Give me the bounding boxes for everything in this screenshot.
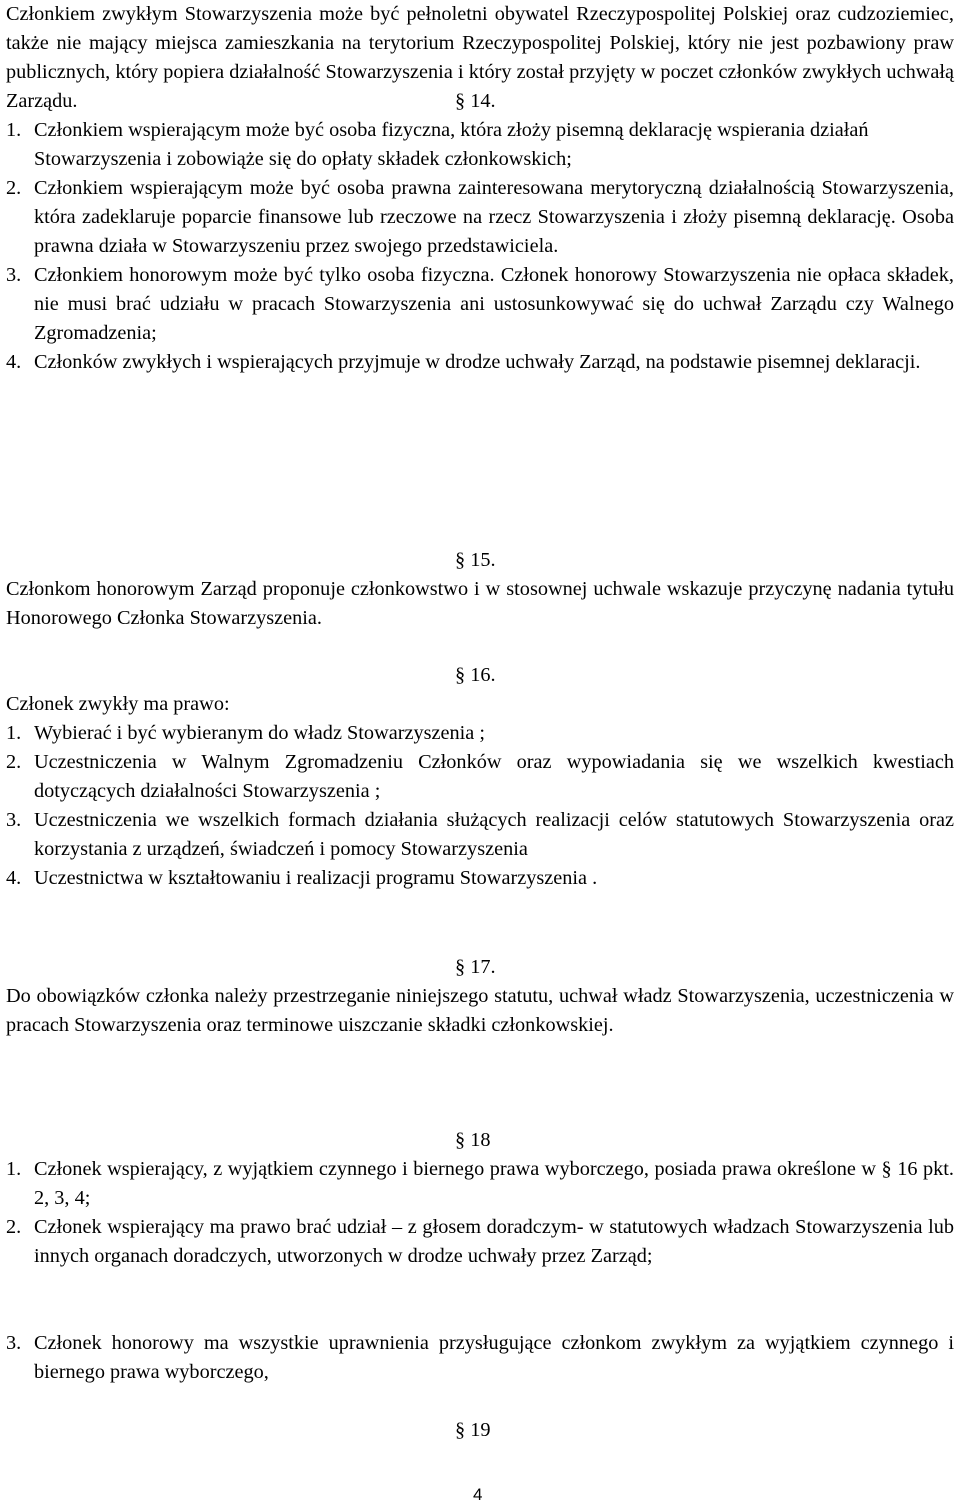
item-number: 2. xyxy=(6,1216,22,1238)
item-text: Uczestniczenia we wszelkich formach działania służących realizacji celów statutowych Stowarzyszenia oraz korzystania z urządzeń, świadczeń i pomocy Stowarzyszenia xyxy=(34,809,954,860)
item-text: Członkiem honorowym może być tylko osoba fizyczna. Członek honorowy Stowarzyszenia nie opłaca składek, nie musi brać udziału w pracach Stowarzyszenia ani ustosunkowywać się do uchwał Zarządu czy Walnego Zgromadzenia; xyxy=(34,264,954,344)
list-item xyxy=(6,1155,954,1213)
section-14-list xyxy=(6,116,954,377)
section-15-heading: § 15. xyxy=(455,549,496,571)
list-item xyxy=(6,806,954,864)
section-14-heading: § 14. xyxy=(455,90,496,112)
section-17-heading: § 17. xyxy=(455,956,496,978)
item-number: 1. xyxy=(6,119,22,141)
item-text: Uczestniczenia w Walnym Zgromadzeniu Członków oraz wypowiadania się we wszelkich kwestiach dotyczących działalności Stowarzyszenia ; xyxy=(34,751,954,802)
section-18-list xyxy=(6,1155,954,1271)
item-text: Członek wspierający, z wyjątkiem czynnego i biernego prawa wyborczego, posiada prawa określone w § 16 pkt. 2, 3, 4; xyxy=(34,1158,954,1209)
item-number: 3. xyxy=(6,1332,22,1354)
list-item xyxy=(6,116,954,174)
section-16-heading: § 16. xyxy=(455,664,496,686)
section-15-paragraph: Członkom honorowym Zarząd proponuje członkowstwo i w stosownej uchwale wskazuje przyczynę nadania tytułu Honorowego Członka Stowarzyszenia. xyxy=(6,578,954,629)
section-19-heading: § 19 xyxy=(455,1419,491,1441)
item-number: 3. xyxy=(6,809,22,831)
item-number: 2. xyxy=(6,177,22,199)
section-18-heading: § 18 xyxy=(455,1129,491,1151)
item-number: 1. xyxy=(6,1158,22,1180)
section-16-list xyxy=(6,719,954,893)
intro-paragraph: Członkiem zwykłym Stowarzyszenia może być pełnoletni obywatel Rzeczypospolitej Polskiej oraz cudzoziemiec, także nie mający miejsca zamieszkania na terytorium Rzeczypospolitej Polskiej, który nie jest pozbawiony praw publicznych, który popiera działalność Stowarzyszenia i który został przyjęty w poczet członków zwykłych uchwałą Zarządu. xyxy=(6,3,954,112)
item-number: 2. xyxy=(6,751,22,773)
list-item xyxy=(6,748,954,806)
item-number: 3. xyxy=(6,264,22,286)
item-number: 4. xyxy=(6,351,22,373)
list-item xyxy=(6,261,954,348)
list-item xyxy=(6,1329,954,1387)
section-17-paragraph: Do obowiązków członka należy przestrzeganie niniejszego statutu, uchwał władz Stowarzyszenia, uczestniczenia w pracach Stowarzyszenia oraz terminowe uiszczanie składki członkowskiej. xyxy=(6,985,954,1036)
item-text: Członek wspierający ma prawo brać udział – z głosem doradczym- w statutowych władzach Stowarzyszenia lub innych organach doradczych, utworzonych w drodze uchwały przez Zarząd; xyxy=(34,1216,954,1267)
item-text: Uczestnictwa w kształtowaniu i realizacji programu Stowarzyszenia . xyxy=(34,867,598,889)
item-text: Wybierać i być wybieranym do władz Stowarzyszenia ; xyxy=(34,722,485,744)
list-item xyxy=(6,348,954,377)
item-number: 1. xyxy=(6,722,22,744)
item-number: 4. xyxy=(6,867,22,889)
section-16-intro: Członek zwykły ma prawo: xyxy=(6,693,230,715)
item-text: Członek honorowy ma wszystkie uprawnienia przysługujące członkom zwykłym za wyjątkiem czynnego i biernego prawa wyborczego, xyxy=(34,1332,954,1383)
page-number: 4 xyxy=(473,1485,483,1504)
list-item xyxy=(6,719,954,748)
item-text: Członków zwykłych i wspierających przyjmuje w drodze uchwały Zarząd, na podstawie pisemnej deklaracji. xyxy=(34,351,921,373)
item-text: Członkiem wspierającym może być osoba fizyczna, która złoży pisemną deklarację wspierania działań Stowarzyszenia i zobowiąże się do opłaty składek członkowskich; xyxy=(34,119,869,170)
list-item xyxy=(6,864,954,893)
list-item xyxy=(6,174,954,261)
section-18-list-continued xyxy=(6,1329,954,1387)
list-item xyxy=(6,1213,954,1271)
item-text: Członkiem wspierającym może być osoba prawna zainteresowana merytoryczną działalnością Stowarzyszenia, która zadeklaruje poparcie finansowe lub rzeczowe na rzecz Stowarzyszenia i złoży pisemną deklarację. Osoba prawna działa w Stowarzyszeniu przez swojego przedstawiciela. xyxy=(34,177,954,257)
